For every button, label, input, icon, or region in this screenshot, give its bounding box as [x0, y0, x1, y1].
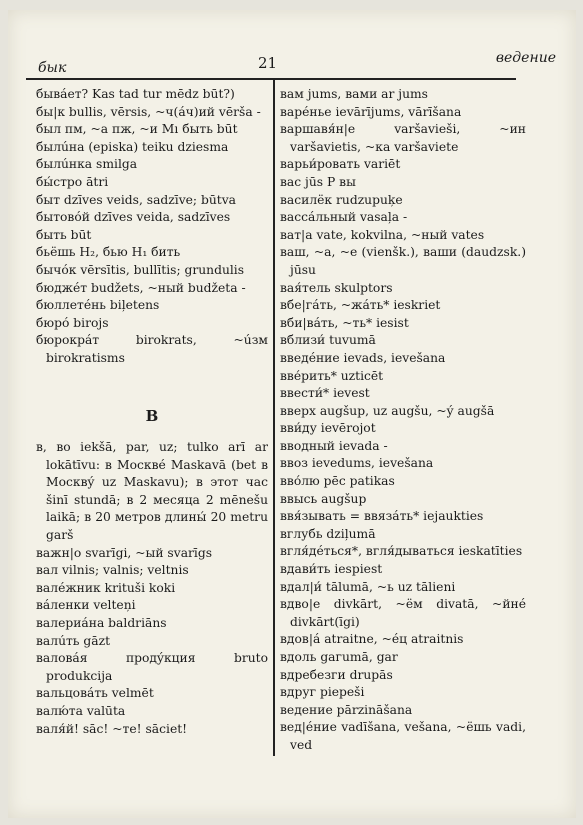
header-last-word: ведение [495, 50, 556, 66]
dictionary-entry: вдави́ть iespiest [280, 562, 383, 577]
dictionary-entry: быт dzīves veids, sadzīve; būtva [36, 192, 236, 207]
dictionary-entry: вбе|гáть, ~жáть* ieskriet [280, 298, 441, 313]
dictionary-entry: вво́лю pēc patikas [280, 474, 395, 489]
dictionary-entry: вдоль gaгumā, gar [280, 650, 398, 664]
dictionary-entry: варьи́ровать variēt [280, 157, 401, 172]
dictionary-entry: былúна (episka) teiku dziesma [36, 139, 229, 154]
dictionary-entry: бы́стро ātri [36, 174, 109, 189]
dictionary-entry: ввысь augšup [280, 491, 367, 506]
dictionary-entry: бы|к bullis, vērsis, ~ч(áч)ий vērša - [36, 104, 261, 119]
dictionary-entry: вглубь dziļumā [280, 526, 376, 541]
right-column [280, 86, 526, 755]
dictionary-entry: бюджéт budžets, ~ный budžeta - [36, 280, 246, 295]
dictionary-entry: варшавя́н|е varšavieši, ~ин varšavietis, ~ка varšaviete [280, 122, 526, 154]
dictionary-entry: валúть gāzt [36, 633, 111, 648]
dictionary-entry: бычóк vērsītis, bullītis; grundulis [36, 262, 245, 277]
dictionary-entry: вая́тель skulptors [280, 280, 393, 295]
page-number: 21 [258, 54, 278, 72]
dictionary-entry: вáленки velteņi [36, 598, 136, 613]
dictionary-entry: вас jūs Р вы [280, 174, 356, 189]
dictionary-entry: введéние ievads, ievešana [280, 350, 446, 365]
dictionary-entry: ввоз ievedums, ievešana [280, 456, 434, 471]
dictionary-entry: вдво|е divkārt, ~ём divatā, ~йнé divkārt(īgi) [280, 597, 526, 629]
dictionary-entry: василёк rudzupuķe [280, 192, 403, 207]
dictionary-entry: вви́ду ievērojot [280, 421, 376, 436]
dictionary-entry: вгля́дéться*, вгля́дываться ieskatīties [280, 544, 523, 559]
dictionary-entry: валю́та valūta [36, 704, 126, 718]
dictionary-entry: варéнье ievārījums, vārīšana [280, 104, 462, 119]
dictionary-entry: ведение pārzināšana [280, 702, 413, 717]
dictionary-entry: бюрó birojs [36, 315, 109, 330]
dictionary-entry: валериáна baldriāns [36, 616, 167, 631]
dictionary-entry: бюллетéнь biļetens [36, 298, 160, 313]
dictionary-entry: бытовóй dzīves veida, sadzīves [36, 210, 231, 225]
dictionary-entry: ват|а vate, kokvilna, ~ный vates [280, 227, 485, 242]
dictionary-entry: ввя́зывать = ввязáть* iejaukties [280, 509, 484, 524]
header-first-word: бык [38, 60, 67, 76]
dictionary-entry: валя́й! sāc! ~те! sāciet! [36, 721, 188, 736]
dictionary-entry: в, во iekšā, par, uz; tulko arī ar lokātīvu: в Москвé Maskavā (bet в Москвý uz Maskavu); в этот час šinī stundā; в 2 месяца 2 mēnešu laikā; в 20 метров длины́ 20 metru garš [36, 440, 268, 543]
dictionary-entry: вальцовáть velmēt [36, 686, 154, 701]
dictionary-entry: вдал|и́ tālumā, ~ь uz tālieni [280, 579, 456, 594]
dictionary-entry: вблизи́ tuvumā [280, 333, 376, 348]
dictionary-entry: бюрокрáт birokrats, ~úзм birokratisms [36, 333, 268, 365]
dictionary-entry: вед|éние vadīšana, vešana, ~ёшь vadi, ved [280, 720, 526, 752]
dictionary-entry: бьёшь Н₂, бью Н₁ бить [36, 245, 181, 260]
dictionary-entry: ваш, ~а, ~е (vienšk.), ваши (daudzsk.) jūsu [280, 245, 526, 277]
dictionary-entry: важн|о svarīgi, ~ый svarīgs [36, 545, 213, 560]
dictionary-entry: вассáльный vasaļa - [280, 210, 408, 225]
dictionary-entry: вдруг pieрeši [280, 685, 365, 700]
dictionary-entry: вдов|á atraitne, ~éц atraitnis [280, 632, 464, 647]
dictionary-entry: ввести́* ievest [280, 386, 370, 401]
dictionary-entry: вби|вáть, ~ть* iesist [280, 315, 409, 330]
dictionary-entry: бывáет? Kas tad tur mēdz būt?) [36, 87, 235, 101]
dictionary-entry: был пм, ~а пж, ~и Мı быть būt [36, 122, 238, 137]
page-header [38, 48, 558, 78]
dictionary-entry: быть būt [36, 227, 92, 242]
dictionary-entry: вам jums, вами ar jums [280, 87, 428, 101]
left-column [36, 86, 268, 738]
section-letter: В [145, 406, 159, 425]
dictionary-entry: вверх augšup, uz augšu, ~ý augšā [280, 403, 495, 418]
header-rule [26, 78, 516, 80]
dictionary-entry: вал vilnis; valnis; veltnis [36, 563, 189, 578]
dictionary-entry: вдребезги drupās [280, 667, 393, 682]
dictionary-entry: былúнка smilga [36, 157, 138, 172]
dictionary-entry: вве́рить* uzticēt [280, 368, 384, 383]
dictionary-entry: валовáя продýкция bruto produkcija [36, 651, 268, 683]
column-divider [273, 80, 275, 756]
dictionary-entry: вводный ievada - [280, 438, 388, 453]
dictionary-entry: валéжник krituši koki [36, 580, 176, 595]
